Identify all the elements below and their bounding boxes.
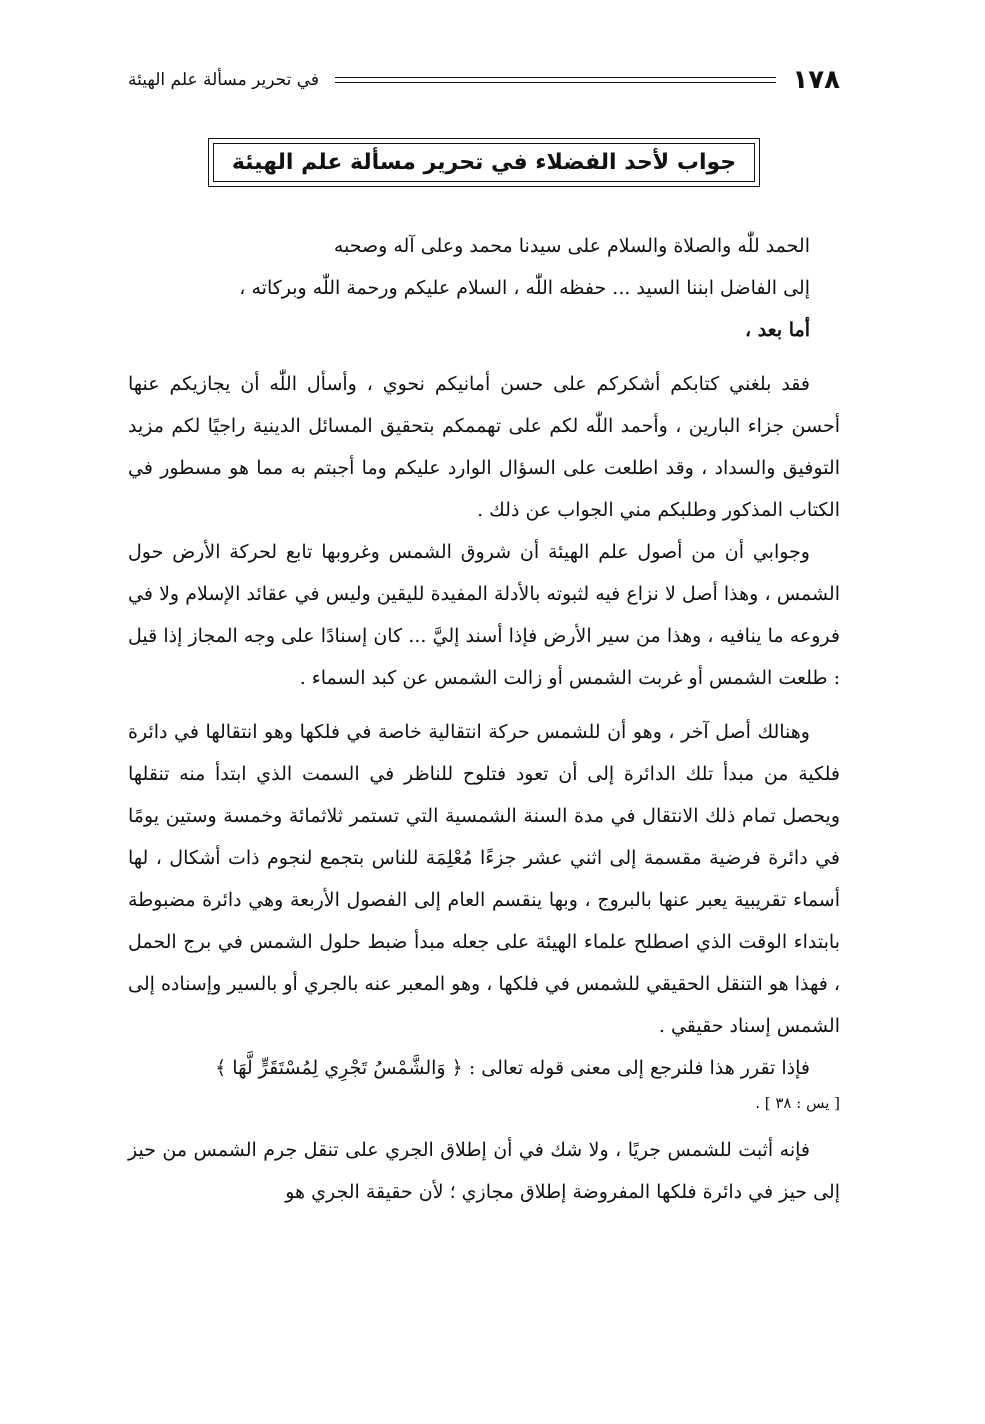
running-head bbox=[128, 60, 840, 100]
paragraph-2: وجوابي أن من أصول علم الهيئة أن شروق الشمس وغروبها تابع لحركة الأرض حول الشمس ، وهذا أصل لا نزاع فيه لثبوته بالأدلة المفيدة لليقين وليس في عقائد الإسلام ولا في فروعه ما ينافيه ، وهذا من سير الأرض فإذا أسند إليَّ ... كان إسنادًا على وجه المجاز إذا قيل : طلعت الشمس أو غربت الشمس أو زالت الشمس عن كبد السماء . bbox=[128, 541, 840, 689]
body-text bbox=[128, 225, 840, 1213]
paragraph-5: فإنه أثبت للشمس جريًا ، ولا شك في أن إطلاق الجري على تنقل جرم الشمس من حيز إلى حيز في دائرة فلكها المفروضة إطلاق مجازي ؛ لأن حقيقة الجري هو bbox=[128, 1139, 840, 1203]
heading-container bbox=[128, 138, 840, 187]
paragraph-4: فإذا تقرر هذا فلنرجع إلى معنى قوله تعالى : ﴿ وَالشَّمْسُ تَجْرِي لِمُسْتَقَرٍّ لَّهَا ﴾ bbox=[215, 1057, 810, 1079]
paragraph-3: وهنالك أصل آخر ، وهو أن للشمس حركة انتقالية خاصة في فلكها وهو انتقالها في دائرة فلكية من مبدأ تلك الدائرة إلى أن تعود فتلوح للناظر في السمت الذي ابتدأ منه تنقلها ويحصل تمام ذلك الانتقال في مدة السنة الشمسية التي تستمر ثلاثمائة وخمسة وستين يومًا في دائرة فرضية مقسمة إلى اثني عشر جزءًا مُعْلِمَة للناس بتجمع لنجوم ذات أشكال ، لها أسماء تقريبية يعبر عنها بالبروج ، وبها ينقسم العام إلى الفصول الأربعة وهي دائرة مضبوطة بابتداء الوقت الذي اصطلح علماء الهيئة على جعله مبدأ ضبط حلول الشمس في برج الحمل ، فهذا هو التنقل الحقيقي للشمس في فلكها ، وهو المعبر عنه بالجري أو بالسير وإسناده إلى الشمس إسناد حقيقي . bbox=[128, 721, 840, 1037]
heading: جواب لأحد الفضلاء في تحرير مسألة علم الهيئة bbox=[213, 143, 755, 182]
page-number: ١٧٨ bbox=[792, 65, 840, 95]
paragraph-1: فقد بلغني كتابكم أشكركم على حسن أمانيكم نحوي ، وأسأل اللّٰه أن يجازيكم عنها أحسن جزاء البارين ، وأحمد اللّٰه لكم على تهممكم بتحقيق المسائل الدينية راجيًا لكم مزيد التوفيق والسداد ، وقد اطلعت على السؤال الوارد عليكم وما أجبتم به مما هو مسطور في الكتاب المذكور وطلبكم مني الجواب عن ذلك . bbox=[128, 373, 840, 521]
opening-line-2: إلى الفاضل ابننا السيد ... حفظه اللّٰه ، السلام عليكم ورحمة اللّٰه وبركاته ، bbox=[239, 277, 810, 299]
page bbox=[128, 60, 840, 1213]
opening-line-3: أما بعد ، bbox=[744, 319, 810, 341]
opening-line-1: الحمد للّٰه والصلاة والسلام على سيدنا محمد وعلى آله وصحبه bbox=[333, 235, 810, 257]
quran-reference: [ يس : ٣٨ ] . bbox=[755, 1094, 840, 1112]
header-rule bbox=[335, 77, 776, 83]
running-title: في تحرير مسألة علم الهيئة bbox=[128, 70, 320, 90]
heading-frame bbox=[208, 138, 760, 187]
